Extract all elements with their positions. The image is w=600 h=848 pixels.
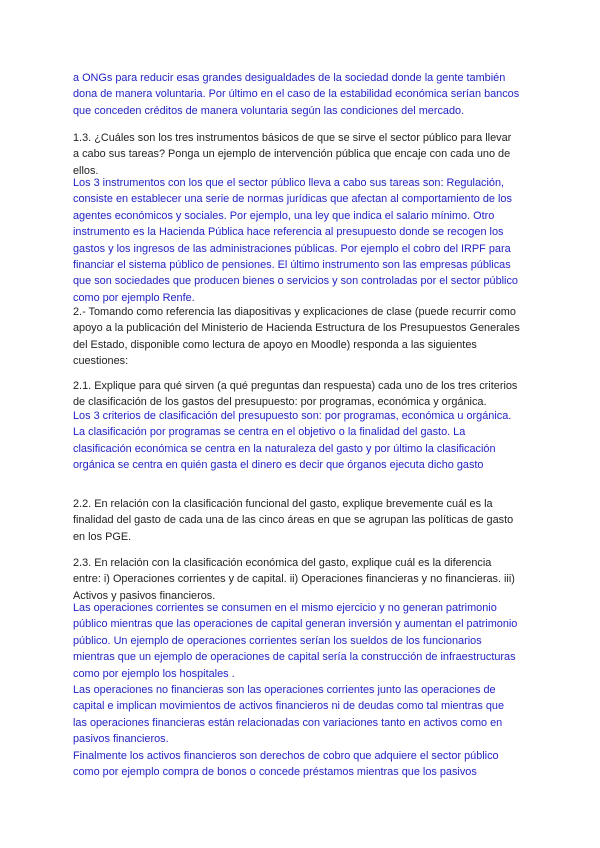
question-2-1 — [73, 378, 533, 411]
question-2 — [73, 304, 533, 370]
text-line: Los 3 instrumentos con los que el sector público lleva a cabo sus tareas son: Regulación, — [73, 177, 505, 189]
text-line: Activos y pasivos financieros. — [73, 589, 216, 602]
text-line: entre: i) Operaciones corrientes y de capital. ii) Operaciones financieras y no financieras. iii) — [73, 573, 515, 586]
text-line: orgánica se centra en quién gasta el dinero es decir que órganos ejecuta dicho gasto — [73, 459, 484, 472]
text-line: gastos y los ingresos de las administraciones públicas. Por ejemplo el cobro del IRPF para — [73, 242, 511, 255]
text-line: cuestiones: — [73, 355, 129, 368]
text-line: 2.1. Explique para qué sirven (a qué preguntas dan respuesta) cada uno de los tres criterios — [73, 380, 518, 392]
text-line: finalidad del gasto de cada una de las cinco áreas en que se agrupan las políticas de gasto — [73, 514, 514, 527]
text-line: 2.2. En relación con la clasificación funcional del gasto, explique brevemente cuál es la — [73, 498, 493, 510]
text-line: en los PGE. — [73, 530, 132, 543]
text-line: dona de manera voluntaria. Por último en el caso de la estabilidad económica serían bancos — [73, 88, 520, 101]
text-line: Finalmente los activos financieros son derechos de cobro que adquiere el sector público — [73, 749, 499, 762]
text-line: 2.- Tomando como referencia las diapositivas y explicaciones de clase (puede recurrir como — [73, 306, 516, 318]
text-line: apoyo a la publicación del Ministerio de Hacienda Estructura de los Presupuestos Generales — [73, 322, 520, 335]
question-2-2 — [73, 496, 533, 545]
text-line: consiste en establecer una serie de normas jurídicas que afectan al comportamiento de los — [73, 193, 512, 206]
text-line: Los 3 criterios de clasificación del presupuesto son: por programas, económica u orgánica. — [73, 410, 512, 422]
answer-1-3 — [73, 175, 533, 306]
text-line: instrumento es la Hacienda Pública hace referencia al presupuesto donde se recogen los — [73, 226, 504, 239]
text-line: del Estado, disponible como lectura de apoyo en Moodle) responda a las siguientes — [73, 338, 477, 351]
question-1-3 — [73, 130, 533, 179]
text-line: las operaciones financieras están relacionadas con variaciones tanto en activos como en — [73, 716, 503, 729]
text-line: mientras que un ejemplo de operaciones de capital sería la construcción de infraestructuras — [73, 651, 516, 664]
text-line: que conceden créditos de manera voluntaria según las condiciones del mercado. — [73, 104, 465, 117]
text-line: a cabo sus tareas? Ponga un ejemplo de intervención pública que encaje con cada uno de — [73, 148, 511, 161]
continuation-paragraph — [73, 70, 533, 119]
text-line: financiar el sistema público de pensiones. El último instrumento son las empresas públicas — [73, 259, 511, 272]
text-line: público mientras que las operaciones de capital generan inversión y aumentan el patrimonio — [73, 618, 518, 631]
text-line: 2.3. En relación con la clasificación económica del gasto, explique cuál es la diferencia — [73, 557, 492, 569]
text-line: público. Un ejemplo de operaciones corrientes serían los sueldos de los funcionarios — [73, 634, 482, 647]
answer-2-3 — [73, 600, 533, 780]
text-line: La clasificación por programas se centra en el objetivo o la finalidad del gasto. La — [73, 426, 466, 439]
text-line: como por ejemplo los hospitales . — [73, 667, 235, 680]
text-line: como por ejemplo compra de bonos o concede préstamos mientras que los pasivos — [73, 766, 477, 779]
text-line: capital e implican movimientos de activos financieros ni de deudas como tal mientras que — [73, 700, 505, 713]
text-line: ellos. — [73, 164, 99, 177]
text-line: que son sociedades que producen bienes o servicios y son controladas por el sector público — [73, 275, 518, 288]
text-line: clasificación económica se centra en la naturaleza del gasto y por último la clasificación — [73, 442, 496, 455]
question-2-3 — [73, 555, 533, 604]
text-line: de clasificación de los gastos del presupuesto: por programas, económica y orgánica. — [73, 396, 487, 409]
text-line: Las operaciones no financieras son las operaciones corrientes junto las operaciones de — [73, 684, 496, 697]
text-line: a ONGs para reducir esas grandes desigualdades de la sociedad donde la gente también — [73, 72, 506, 84]
text-line: agentes económicos y sociales. Por ejemplo, una ley que indica el salario mínimo. Otro — [73, 209, 495, 222]
text-line: 1.3. ¿Cuáles son los tres instrumentos básicos de que se sirve el sector público para llevar — [73, 132, 512, 144]
text-line: pasivos financieros. — [73, 733, 169, 746]
text-line: como por ejemplo Renfe. — [73, 291, 195, 304]
text-line: Las operaciones corrientes se consumen en el mismo ejercicio y no generan patrimonio — [73, 602, 497, 614]
answer-2-1 — [73, 408, 533, 474]
